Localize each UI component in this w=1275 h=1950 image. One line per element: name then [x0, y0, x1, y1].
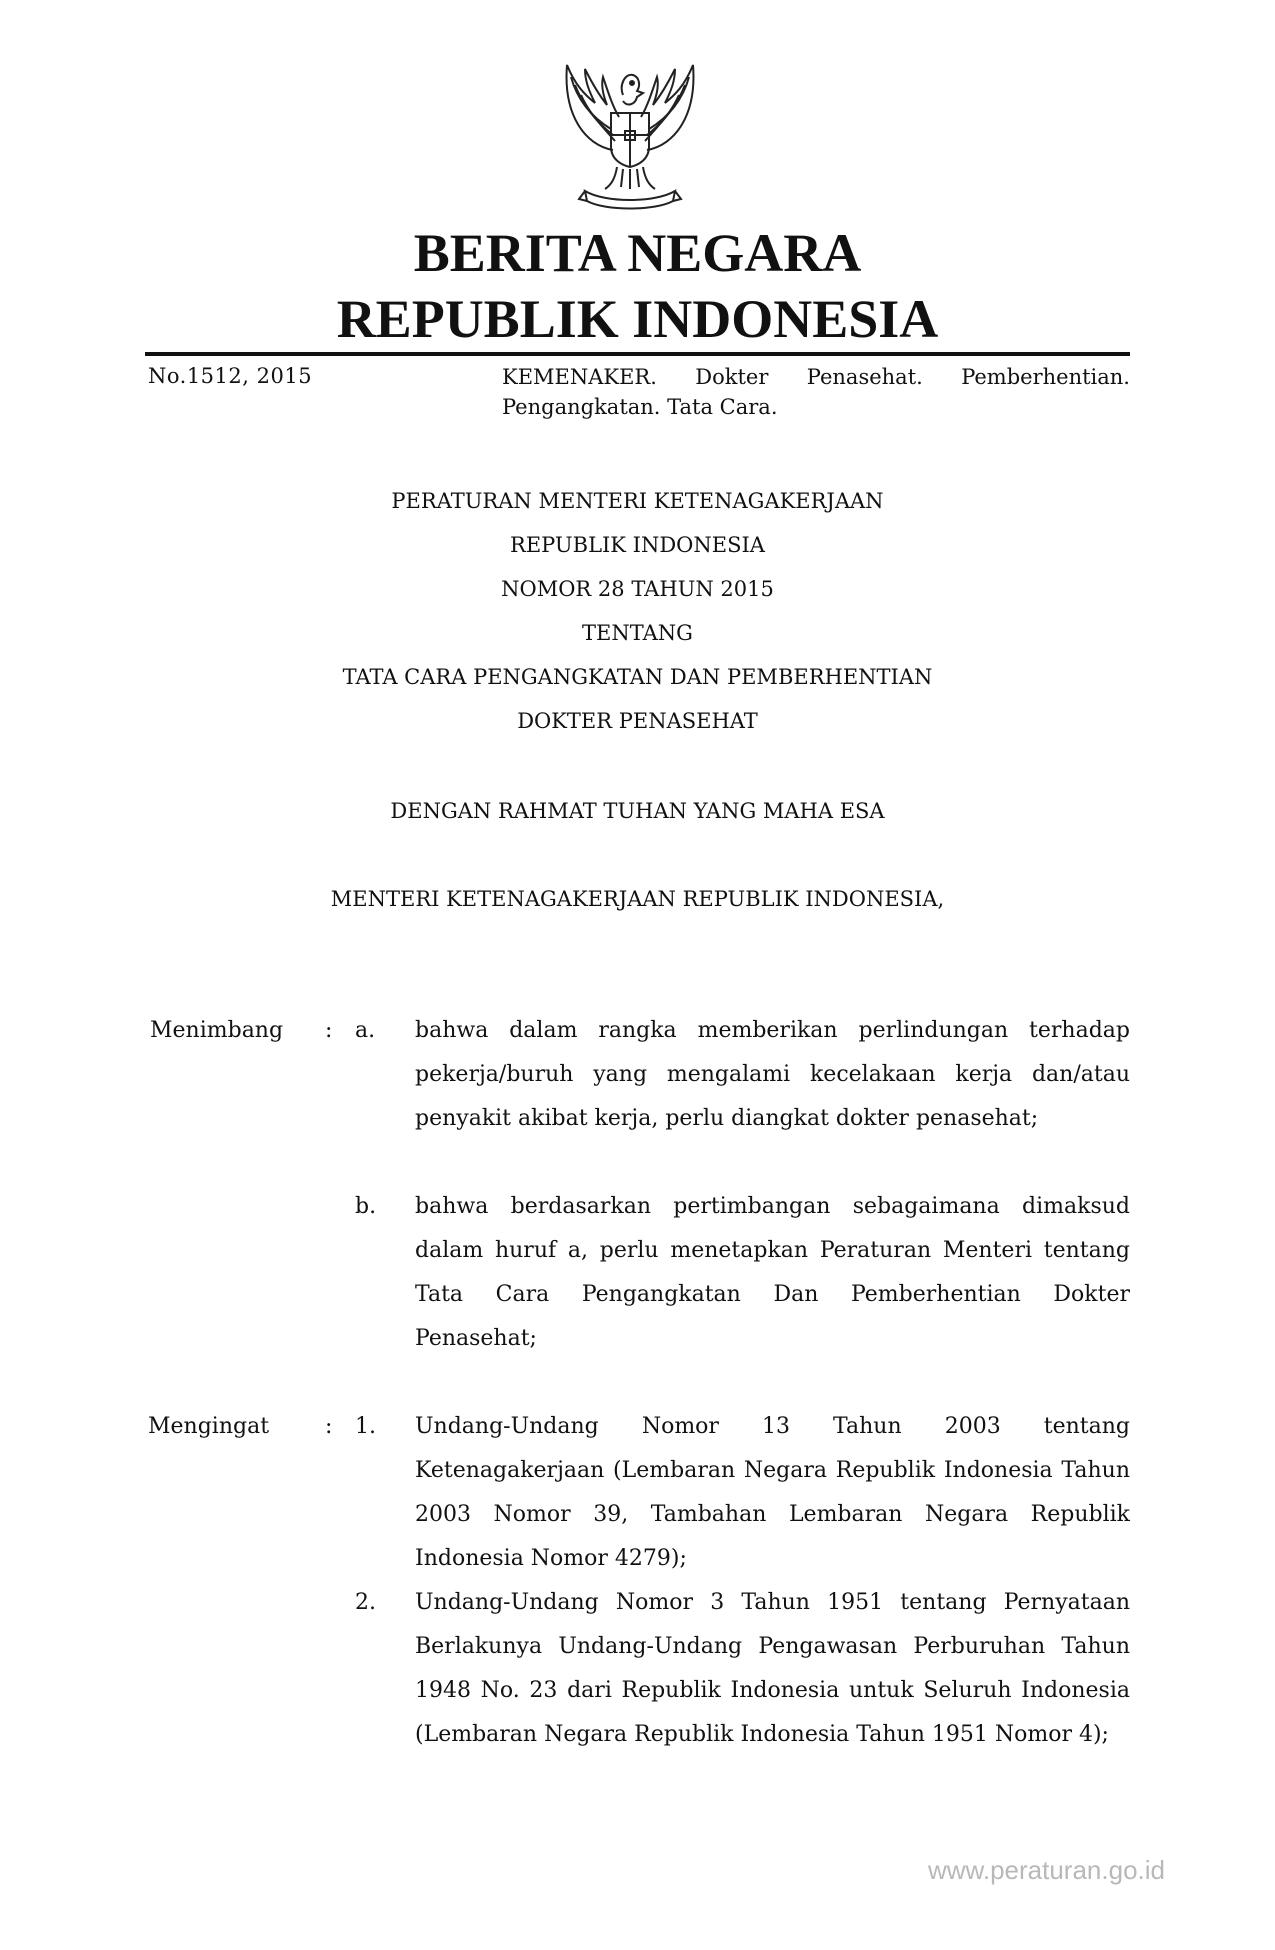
title-line-6: DOKTER PENASEHAT [517, 709, 758, 733]
title-line-2: REPUBLIK INDONESIA [510, 533, 765, 557]
menimbang-marker-a: a. [355, 1018, 376, 1043]
minister-line: MENTERI KETENAGAKERJAAN REPUBLIK INDONESIA, [330, 887, 945, 911]
gazette-subject-line-2: Pengangkatan. Tata Cara. [502, 395, 778, 419]
menimbang-marker-b: b. [355, 1194, 377, 1219]
masthead-divider [145, 352, 1130, 356]
masthead-line-2: REPUBLIK INDONESIA [336, 289, 939, 349]
menimbang-label: Menimbang [150, 1018, 284, 1043]
title-line-5: TATA CARA PENGANGKATAN DAN PEMBERHENTIAN [342, 665, 933, 689]
title-line-3: NOMOR 28 TAHUN 2015 [501, 577, 774, 601]
menimbang-colon: : [325, 1018, 333, 1043]
garuda-emblem-icon [555, 55, 705, 215]
mengingat-colon: : [325, 1414, 333, 1439]
title-line-4: TENTANG [582, 621, 693, 645]
menimbang-item-a: bahwa dalam rangka memberikan perlindungan terhadap pekerja/buruh yang mengalami kecelakaan kerja dan/atau penyakit akibat kerja, perlu diangkat dokter penasehat; [415, 1018, 1130, 1131]
mengingat-label: Mengingat [148, 1414, 270, 1439]
footer-url[interactable]: www.peraturan.go.id [927, 1855, 1165, 1885]
blessing-line: DENGAN RAHMAT TUHAN YANG MAHA ESA [390, 799, 885, 823]
mengingat-item-1: Undang-Undang Nomor 13 Tahun 2003 tentang Ketenagakerjaan (Lembaran Negara Republik Indonesia Tahun 2003 Nomor 39, Tambahan Lembaran Negara Republik Indonesia Nomor 4279); [415, 1414, 1130, 1571]
title-line-1: PERATURAN MENTERI KETENAGAKERJAAN [391, 489, 884, 513]
mengingat-marker-2: 2. [355, 1590, 376, 1615]
mengingat-item-2: Undang-Undang Nomor 3 Tahun 1951 tentang Pernyataan Berlakunya Undang-Undang Pengawasan Perburuhan Tahun 1948 No. 23 dari Republik Indonesia untuk Seluruh Indonesia (Lembaran Negara Republik Indonesia Tahun 1951 Nomor 4); [415, 1590, 1130, 1747]
mengingat-marker-1: 1. [355, 1414, 376, 1439]
gazette-number: No.1512, 2015 [148, 364, 313, 388]
masthead-line-1: BERITA NEGARA [413, 223, 862, 283]
menimbang-item-b: bahwa berdasarkan pertimbangan sebagaimana dimaksud dalam huruf a, perlu menetapkan Peraturan Menteri tentang Tata Cara Pengangkatan Dan Pemberhentian Dokter Penasehat; [415, 1194, 1130, 1351]
gazette-subject-line-1: KEMENAKER. Dokter Penasehat. Pemberhentian. [502, 365, 1130, 389]
